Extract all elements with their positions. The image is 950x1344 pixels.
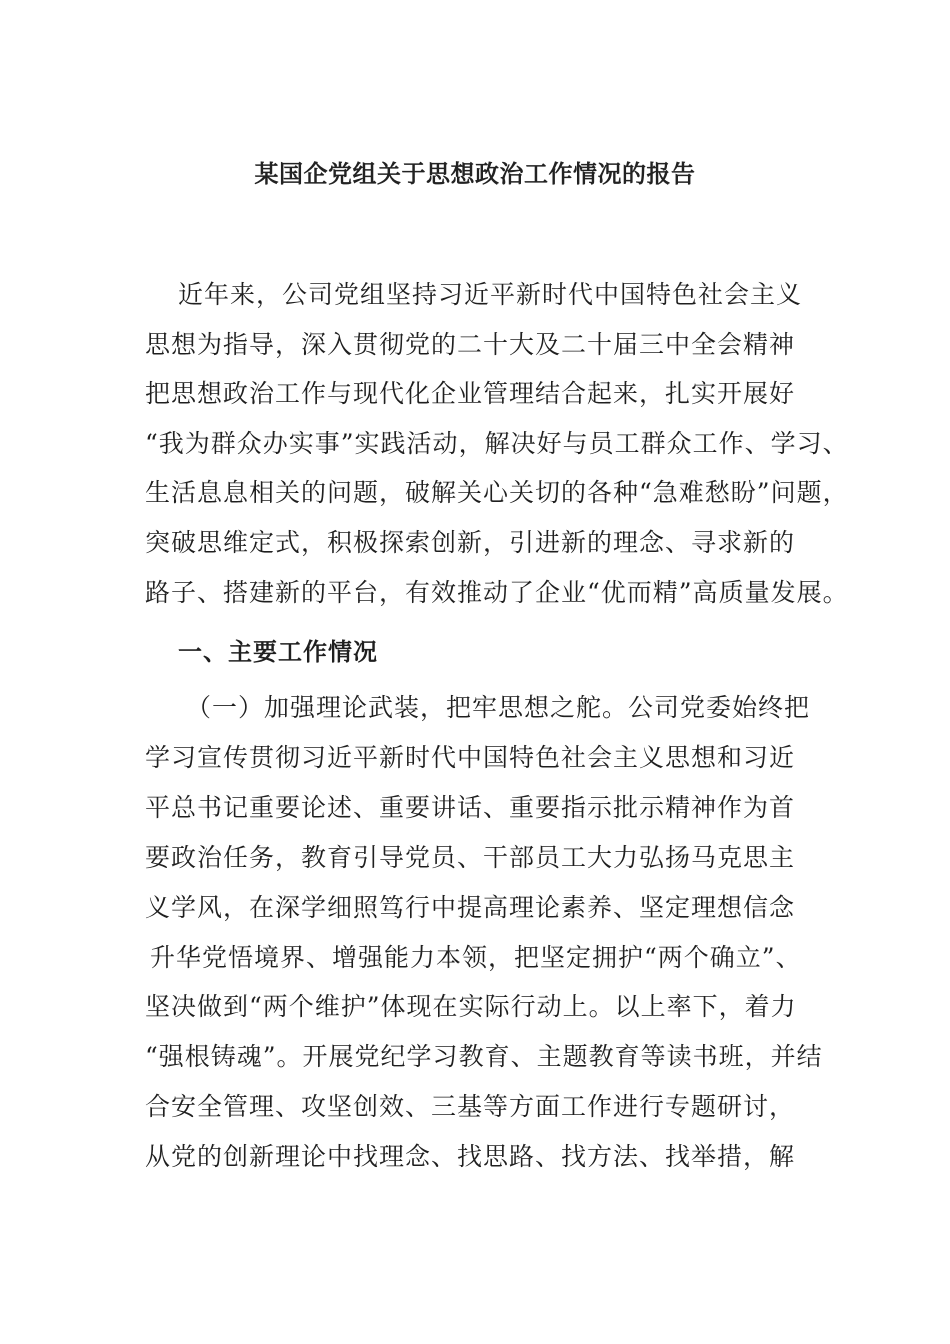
intro-line: “我为群众办实事”实践活动，解决好与员工群众工作、学习、 xyxy=(145,429,849,458)
section-line: （一）加强理论武装，把牢思想之舵。公司党委始终把 xyxy=(186,693,811,722)
intro-line: 生活息息相关的问题，破解关心关切的各种“急难愁盼”问题， xyxy=(145,478,849,507)
section-line: “强根铸魂”。开展党纪学习教育、主题教育等读书班，并结 xyxy=(145,1042,823,1071)
section-line: 合安全管理、攻坚创效、三基等方面工作进行专题研讨， xyxy=(145,1092,796,1121)
intro-line: 思想为指导，深入贯彻党的二十大及二十届三中全会精神 xyxy=(145,330,796,359)
intro-line: 路子、搭建新的平台，有效推动了企业“优而精”高质量发展。 xyxy=(145,578,849,607)
section-line: 坚决做到“两个维护”体现在实际行动上。以上率下，着力 xyxy=(145,992,797,1021)
document-title: 某国企党组关于思想政治工作情况的报告 xyxy=(254,160,696,188)
intro-line: 近年来，公司党组坚持习近平新时代中国特色社会主义 xyxy=(178,280,803,309)
section-line: 学习宣传贯彻习近平新时代中国特色社会主义思想和习近 xyxy=(145,743,796,772)
section-line: 义学风，在深学细照笃行中提高理论素养、坚定理想信念 xyxy=(145,893,796,922)
section-line: 从党的创新理论中找理念、找思路、找方法、找举措，解 xyxy=(145,1142,796,1171)
section-heading: 一、主要工作情况 xyxy=(178,638,378,666)
intro-line: 把思想政治工作与现代化企业管理结合起来，扎实开展好 xyxy=(145,379,796,408)
section-line: 升华党悟境界、增强能力本领，把坚定拥护“两个确立”、 xyxy=(150,943,802,972)
section-line: 平总书记重要论述、重要讲话、重要指示批示精神作为首 xyxy=(145,793,796,822)
section-line: 要政治任务，教育引导党员、干部员工大力弘扬马克思主 xyxy=(145,843,796,872)
intro-line: 突破思维定式，积极探索创新，引进新的理念、寻求新的 xyxy=(145,528,796,557)
